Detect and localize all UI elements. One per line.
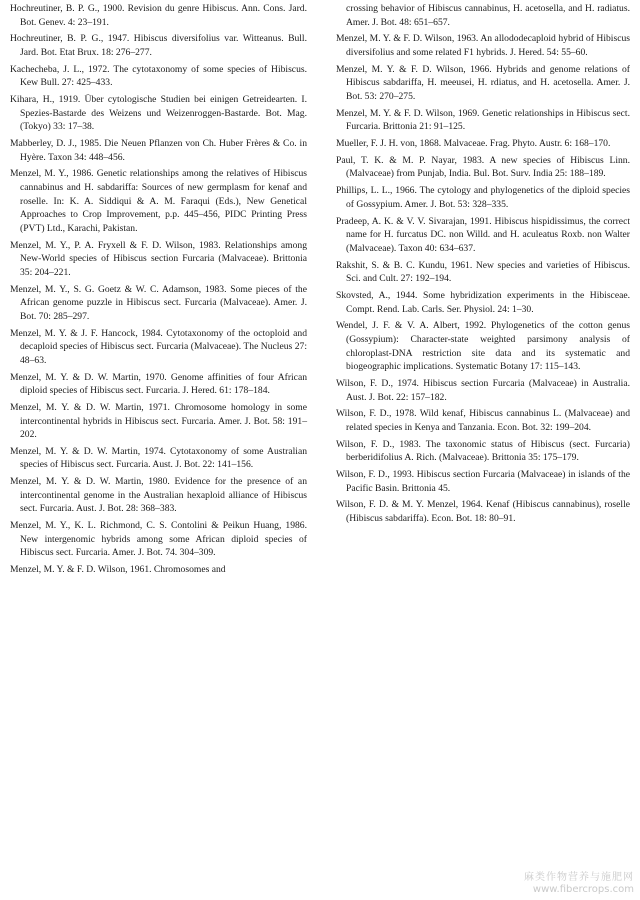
reference-entry: Kachecheba, J. L., 1972. The cytotaxonomy of some species of Hibiscus. Kew Bull. 27: 425–433. [10, 63, 307, 89]
reference-entry: Wilson, F. D., 1978. Wild kenaf, Hibiscus cannabinus L. (Malvaceae) and related species in Kenya and Tanzania. Econ. Bot. 32: 199–204. [336, 408, 630, 433]
reference-entry: Wendel, J. F. & V. A. Albert, 1992. Phylogenetics of the cotton genus (Gossypium): Character-state weighted parsimony analysis of chloroplast-DNA restriction site data and its systematic and biogeographic implications. Systematic Botany 17: 115–143. [336, 320, 630, 373]
reference-entry: Menzel, M. Y., K. L. Richmond, C. S. Contolini & Peikun Huang, 1986. New intergenomic hybrids among some African diploid species of Hibiscus sect. Furcaria. Amer. J. Bot. 74. 304–309. [10, 520, 307, 559]
reference-entry: Wilson, F. D., 1983. The taxonomic status of Hibiscus (sect. Furcaria) berberidifolius A. Rich. (Malvaceae). Brittonia 35: 175–179. [336, 438, 630, 464]
reference-entry: Wilson, F. D. & M. Y. Menzel, 1964. Kenaf (Hibiscus cannabinus), roselle (Hibiscus sabdariffa). Econ. Bot. 18: 80–91. [336, 499, 630, 524]
reference-entry: Menzel, M. Y., P. A. Fryxell & F. D. Wilson, 1983. Relationships among New-World species of Hibiscus section Furcaria (Malvaceae). Brittonia 35: 204–221. [10, 239, 307, 278]
reference-entry: Mueller, F. J. H. von, 1868. Malvaceae. Frag. Phyto. Austr. 6: 168–170. [336, 138, 611, 150]
reference-entry: Menzel, M. Y. & D. W. Martin, 1974. Cytotaxonomy of some Australian species of Hibiscus sect. Furcaria. Aust. J. Bot. 22: 141–156. [10, 445, 307, 471]
reference-entry: Menzel, M. Y. & D. W. Martin, 1971. Chromosome homology in some intercontinental hybrids in Hibiscus sect. Furcaria. Amer. J. Bot. 58: 191–202. [10, 401, 307, 441]
reference-continuation: crossing behavior of Hibiscus cannabinus, H. acetosella, and H. radiatus. Amer. J. Bot. 48: 651–657. [346, 3, 630, 28]
reference-entry: Wilson, F. D., 1974. Hibiscus section Furcaria (Malvaceae) in Australia. Aust. J. Bot. 22: 157–182. [336, 377, 630, 403]
reference-entry: Wilson, F. D., 1993. Hibiscus section Furcaria (Malvaceae) in islands of the Pacific Basin. Brittonia 45. [336, 469, 630, 494]
reference-entry: Rakshit, S. & B. C. Kundu, 1961. New species and varieties of Hibiscus. Sci. and Cult. 27: 192–194. [336, 259, 630, 285]
watermark-url: www.fibercrops.com [532, 884, 634, 895]
reference-entry: Hochreutiner, B. P. G., 1900. Revision du genre Hibiscus. Ann. Cons. Jard. Bot. Genev. 4: 23–191. [10, 3, 307, 28]
references-left-column [10, 2, 307, 580]
reference-entry: Menzel, M. Y., 1986. Genetic relationships among the relatives of Hibiscus cannabinus and H. sabdariffa: Sources of new germplasm for kenaf and roselle. In: K. A. Siddiqui & A. M. Faraqui (Eds.), New Genetical Approaches to Crop Improvement, p.p. 445–456, PIDC Printing Press (PVT) Ltd., Karachi, Pakistan. [10, 168, 307, 234]
reference-entry: Menzel, M. Y. & D. W. Martin, 1980. Evidence for the presence of an intercontinental genome in the Australian hexaploid alliance of Hibiscus sect. Furcaria. Aust. J. Bot. 28: 368–383. [10, 476, 307, 515]
reference-entry: Skovsted, A., 1944. Some hybridization experiments in the Hibisceae. Compt. Rend. Lab. Carls. Ser. Physiol. 24: 1–30. [336, 289, 630, 315]
reference-entry: Kihara, H., 1919. Über cytologische Studien bei einigen Getreidearten. I. Spezies-Bastarde des Weizens und Weizenroggen-Bastarde. Bot. Mag. (Tokyo) 33: 17–38. [10, 94, 307, 133]
reference-entry: Paul, T. K. & M. P. Nayar, 1983. A new species of Hibiscus Linn. (Malvaceae) from Punjab, India. Bul. Bot. Surv. India 25: 188–189. [336, 154, 630, 180]
references-right-column [336, 2, 630, 529]
reference-entry: Menzel, M. Y. & F. D. Wilson, 1966. Hybrids and genome relations of Hibiscus sabdariffa, H. meeusei, H. rdiatus, and H. acetosella. Amer. J. Bot. 53: 270–275. [336, 63, 630, 102]
reference-entry: Menzel, M. Y. & D. W. Martin, 1970. Genome affinities of four African diploid species of Hibiscus sect. Furcaria. J. Hered. 61: 178–184. [10, 371, 307, 397]
reference-entry: Menzel, M. Y. & F. D. Wilson, 1963. An allododecaploid hybrid of Hibiscus diversifolius and some related F1 hybrids. J. Hered. 54: 55–60. [336, 33, 630, 58]
reference-entry: Menzel, M. Y. & F. D. Wilson, 1969. Genetic relationships in Hibiscus sect. Furcaria. Brittonia 21: 91–125. [336, 107, 630, 133]
watermark [524, 872, 634, 896]
reference-entry: Mabberley, D. J., 1985. Die Neuen Pflanzen von Ch. Huber Frères & Co. in Hyère. Taxon 34: 448–456. [10, 138, 307, 163]
reference-entry: Menzel, M. Y., S. G. Goetz & W. C. Adamson, 1983. Some pieces of the African genome puzzle in Hibiscus sect. Furcaria (Malvaceae). Amer. J. Bot. 70: 285–297. [10, 283, 307, 322]
reference-entry: Menzel, M. Y. & J. F. Hancock, 1984. Cytotaxonomy of the octoploid and decaploid species of Hibiscus sect. Furcaria (Malvaceae). The Nucleus 27: 48–63. [10, 327, 307, 366]
reference-entry: Phillips, L. L., 1966. The cytology and phylogenetics of the diploid species of Gossypium. Amer. J. Bot. 53: 328–335. [336, 185, 630, 210]
reference-entry: Hochreutiner, B. P. G., 1947. Hibiscus diversifolius var. Witteanus. Bull. Jard. Bot. Etat Brux. 18: 276–277. [10, 33, 307, 58]
reference-entry: Pradeep, A. K. & V. V. Sivarajan, 1991. Hibiscus hispidissimus, the correct name for H. furcatus DC. non Willd. and H. aculeatus Roxb. non Walter (Malvaceae). Taxon 40: 634–637. [336, 215, 630, 254]
reference-entry: Menzel, M. Y. & F. D. Wilson, 1961. Chromosomes and [10, 564, 226, 576]
watermark-site-name: 麻类作物营养与施肥网 [524, 872, 634, 883]
